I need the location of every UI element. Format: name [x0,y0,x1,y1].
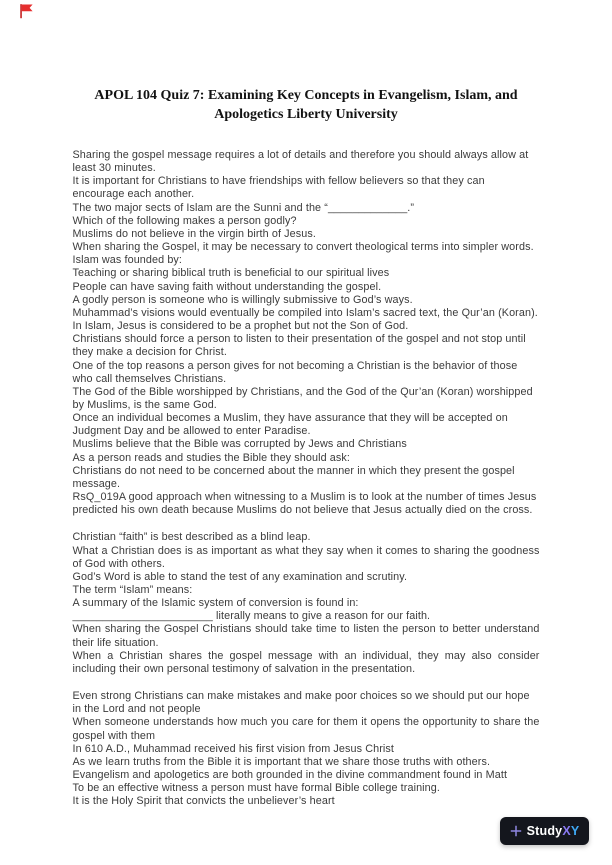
quiz-statement: God’s Word is able to stand the test of any examination and scrutiny. [72,570,408,583]
quiz-statement: It is the Holy Spirit that convicts the unbeliever’s heart [72,795,335,808]
quiz-statement: The God of the Bible worshipped by Christians, and the God of the Qur’an (Koran) worshipped by Muslims, is the same God. [72,385,533,411]
quiz-statement: As we learn truths from the Bible it is important that we share those truths with others. [72,755,491,768]
quiz-statement: Which of the following makes a person godly? [72,214,297,227]
quiz-statement: Sharing the gospel message requires a lot of details and therefore you should always allow at least 30 minutes. [72,149,529,175]
quiz-statement: RsQ_019A good approach when witnessing to a Muslim is to look at the number of times Jesus predicted his own death because Muslims do not believe that Jesus actually died on the cross. [72,491,537,517]
quiz-statement: When sharing the Gospel, it may be necessary to convert theological terms into simpler words. [72,241,534,254]
quiz-statement: In Islam, Jesus is considered to be a prophet but not the Son of God. [72,320,409,333]
quiz-statement: When a Christian shares the gospel message with an individual, they may also consider including their own personal testimony of salvation in the presentation. [72,649,540,675]
quiz-statement: A summary of the Islamic system of conversion is found in: [72,597,359,610]
brand-y: Y [570,824,580,838]
page-title-line2: Apologetics Liberty University [214,107,398,122]
quiz-statement: The two major sects of Islam are the Sunni and the “_____________.” [72,201,415,214]
quiz-statement: It is important for Christians to have friendships with fellow believers so that they can encourage each another. [72,175,485,201]
quiz-statement: In 610 A.D., Muhammad received his first vision from Jesus Christ [72,742,395,755]
quiz-statement: One of the top reasons a person gives for not becoming a Christian is the behavior of those who call themselves Christians. [72,359,518,385]
quiz-statement: What a Christian does is as important as what they say when it comes to sharing the goodness of God with others. [72,544,540,570]
quiz-statement: Christian “faith” is best described as a blind leap. [72,531,311,544]
red-flag-icon [19,3,34,19]
quiz-statement: Even strong Christians can make mistakes and make poor choices so we should put our hope in the Lord and not people [72,690,530,716]
quiz-statement: Muslims do not believe in the virgin birth of Jesus. [72,227,316,240]
quiz-statement: Christians should force a person to listen to their presentation of the gospel and not stop until they make a decision for Christ. [72,333,526,359]
quiz-statement: _______________________ literally means to give a reason for our faith. [72,610,431,623]
quiz-statement: Christians do not need to be concerned about the manner in which they present the gospel message. [72,464,515,490]
page-title [66,86,546,124]
quiz-statement: A godly person is someone who is willingly submissive to God’s ways. [72,293,413,306]
brand-wordmark [527,824,580,838]
quiz-statement: When someone understands how much you care for them it opens the opportunity to share the gospel with them [72,716,540,742]
page-title-line1: APOL 104 Quiz 7: Examining Key Concepts in Evangelism, Islam, and [94,88,518,103]
quiz-statement: Islam was founded by: [72,254,183,267]
document-body [73,149,540,809]
quiz-statement: Evangelism and apologetics are both grounded in the divine commandment found in Matt [72,769,508,782]
studyxy-logo[interactable] [500,817,589,845]
quiz-statement: Once an individual becomes a Muslim, they have assurance that they will be accepted on Judgment Day and be allowed to enter Paradise. [72,412,508,438]
quiz-statement: Muslims believe that the Bible was corrupted by Jews and Christians [72,438,407,451]
quiz-statement: As a person reads and studies the Bible they should ask: [72,451,350,464]
quiz-statement: Teaching or sharing biblical truth is beneficial to our spiritual lives [72,267,390,280]
brand-x: X [562,824,571,838]
quiz-statement: People can have saving faith without understanding the gospel. [72,280,382,293]
quiz-statement: To be an effective witness a person must have formal Bible college training. [72,782,440,795]
quiz-statement: Muhammad’s visions would eventually be compiled into Islam’s sacred text, the Qur’an (Koran). [72,306,538,319]
quiz-statement: The term “Islam” means: [72,584,193,596]
quiz-statement: When sharing the Gospel Christians should take time to listen the person to better understand their life situation. [72,623,540,649]
brand-study: Study [526,824,563,838]
plus-icon [510,825,522,837]
